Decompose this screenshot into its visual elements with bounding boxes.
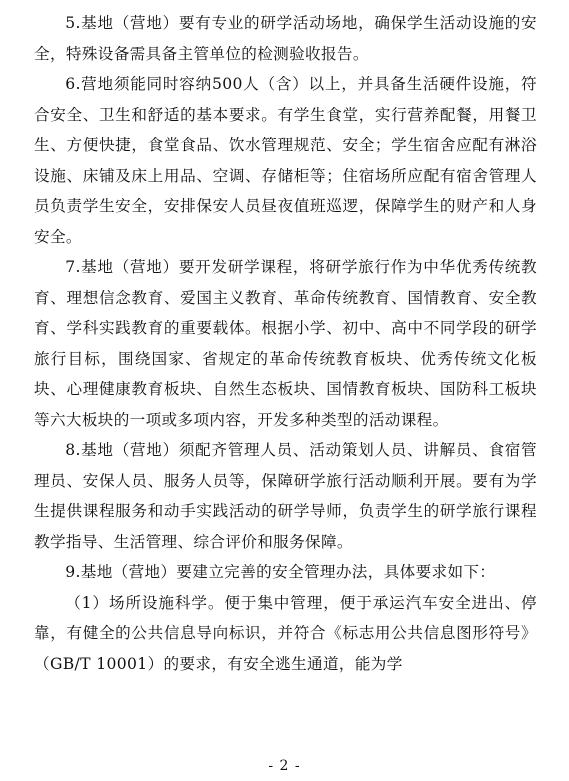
paragraph-6-camp-capacity: 6.营地须能同时容纳500人（含）以上，并具备生活硬件设施，符合安全、卫生和舒适的基本要求。有学生食堂，实行营养配餐，用餐卫生、方便快捷，食堂食品、饮水管理规范、安全；学生宿舍应配有淋浴设施、床铺及床上用品、空调、存储柜等；住宿场所应配有宿舍管理人员负责学生安全，安排保安人员昼夜值班巡逻，保障学生的财产和人身安全。 <box>34 75 537 246</box>
paragraph-5-venue-safety: 5.基地（营地）要有专业的研学活动场地，确保学生活动设施的安全，特殊设备需具备主管单位的检测验收报告。 <box>34 14 537 63</box>
paragraph-7-study-courses: 7.基地（营地）要开发研学课程，将研学旅行作为中华优秀传统教育、理想信念教育、爱国主义教育、革命传统教育、国情教育、安全教育、学科实践教育的重要载体。根据小学、初中、高中不同学段的研学旅行目标，围绕国家、省规定的革命传统教育板块、优秀传统文化板块、心理健康教育板块、自然生态板块、国情教育板块、国防科工板块等六大板块的一项或多项内容，开发多种类型的活动课程。 <box>34 258 537 429</box>
paragraph-8-staffing: 8.基地（营地）须配齐管理人员、活动策划人员、讲解员、食宿管理员、安保人员、服务人员等，保障研学旅行活动顺利开展。要有为学生提供课程服务和动手实践活动的研学导师，负责学生的研学旅行课程教学指导、生活管理、综合评价和服务保障。 <box>34 441 537 551</box>
page-number: - 2 - <box>268 758 301 774</box>
document-body <box>34 8 537 679</box>
paragraph-9-safety-management: 9.基地（营地）要建立完善的安全管理办法，具体要求如下： <box>65 563 496 581</box>
paragraph-9-1-facilities: （1）场所设施科学。便于集中管理，便于承运汽车安全进出、停靠，有健全的公共信息导向标识，并符合《标志用公共信息图形符号》（GB/T 10001）的要求，有安全逃生通道，能为学 <box>34 593 537 673</box>
